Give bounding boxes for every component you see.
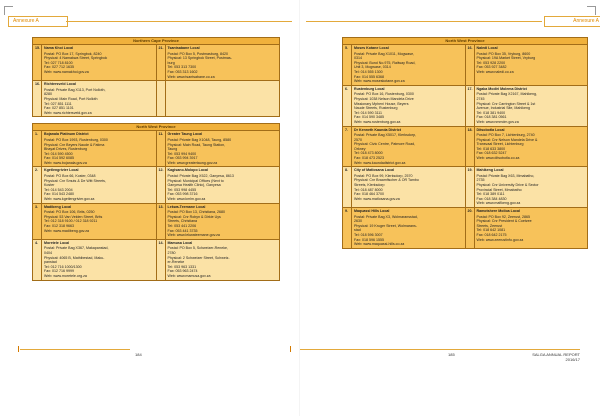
contact-line: Postal: PO Box 5, Postmasburg, 8420 (167, 51, 229, 56)
contact-line: Fax: 018 464 3700 (354, 192, 384, 197)
contact-line: Fax: 018 632 5247 (476, 151, 507, 156)
contact-line: Physical: Cnr Smuts & De Witt Streets, (44, 178, 106, 183)
contact-line: Physical: Cnr President & Coetzee (476, 219, 532, 224)
municipality-entry (474, 85, 588, 126)
municipality-entry (165, 45, 280, 81)
contact-line: Fax: 012 716 9999 (44, 269, 74, 274)
municipality-name: Dr Kenneth Kaunda District (354, 127, 401, 132)
municipality-entry (474, 45, 588, 86)
entry-number: 19. (465, 167, 474, 208)
contact-line: Tel: 018 487 8000 (354, 187, 383, 192)
contact-line: Web: www.nmmdm.gov.za (476, 119, 519, 124)
report-year: 2016/17 (565, 357, 580, 362)
contact-line: Fax: 053 994 3917 (167, 156, 198, 161)
spacer-cell (33, 117, 280, 124)
municipality-name: Ditsobotla Local (476, 127, 505, 132)
contact-line: Web: www.mafikeng.gov.za (476, 201, 521, 206)
contact-line: Web: www.kaundadistrict.gov.za (354, 160, 406, 165)
contact-line: Streets, Klerksdorp (354, 183, 385, 188)
municipality-name: Kagisano-Molopo Local (167, 168, 209, 173)
contact-line: Physical: Cnr University Drive & Sector (476, 183, 539, 188)
contact-line: Postal: Private Bag X367, Makapanstad, (44, 246, 109, 251)
contact-line: Fax: 053 313 1602 (167, 69, 198, 74)
municipality-entry (474, 167, 588, 208)
contact-line: Postal: PO Box 1993, Rustenburg, 0300 (44, 137, 108, 142)
province-header-row (33, 38, 280, 45)
contact-line: Postal: PO Box 66, Koster, 0348 (44, 174, 96, 179)
contact-line: Provincial Street, Mmabatho (476, 187, 522, 192)
contact-line: Postal: PO Box 16, Rustenburg, 0300 (354, 92, 414, 97)
municipality-entry (42, 81, 157, 117)
contact-line: Web: www.tsantsabane.co.za (167, 74, 215, 79)
municipality-entry (165, 203, 280, 239)
contact-line: Fax: 014 592 6085 (44, 156, 74, 161)
province-title: North West Province (343, 38, 588, 45)
entry-number: 18. (465, 126, 474, 167)
annexure-label: Annexure A (544, 16, 600, 27)
contact-line: Fax: 018 381 0561 (476, 115, 507, 120)
entry-number: 16. (465, 45, 474, 86)
contact-line: Web: www.kgetlengrivier.gov.za (44, 197, 95, 202)
municipality-name: Madibeng Local (44, 204, 72, 209)
municipality-name: Ngaka Modiri Molema District (476, 86, 527, 91)
report-title: SALGA ANNUAL REPORT (532, 352, 580, 357)
municipality-name: Nama Khoi Local (44, 46, 74, 50)
contact-line: Physical: Cnr Robyn & Dirkie Uys (167, 214, 221, 219)
contact-line: Web: www.namakhoi.gov.za (44, 69, 89, 74)
contact-line: Physical: Main Road, Taung Station, (167, 142, 226, 147)
entry-number: 21. (156, 45, 165, 81)
contact-line: Web: www.ditsobotla.co.za (476, 156, 520, 161)
contact-line: Fax: 018 642 2175 (476, 232, 507, 237)
contact-line: Fax: 018 384 4830 (476, 196, 507, 201)
entry-number: 20. (465, 208, 474, 249)
province-header-row (33, 124, 280, 131)
footer-rule (300, 349, 580, 350)
contact-line: Tel: 012 716 1000/1300 (44, 264, 82, 269)
municipality-name: Maquassi Hills Local (354, 209, 390, 213)
contact-line: Tel: 018 381 9400 (476, 110, 506, 115)
contact-line: Tel: 014 590 3111 (354, 110, 383, 115)
municipality-name: Moses Kotane Local (354, 46, 389, 50)
contact-line: Physical: Cnr Beyers Naude & Fatima (44, 142, 105, 147)
contact-line: Physical: 19 Kruger Street, Wolmarans- (354, 223, 418, 228)
entry-number: 11. (156, 131, 165, 167)
contact-line: Fax: 053 441 3735 (167, 228, 198, 233)
municipality-entry (352, 45, 466, 86)
entry-number: 12. (156, 167, 165, 203)
annexure-label: Annexure A (8, 16, 68, 27)
table-row (33, 81, 280, 117)
contact-line: Web: www.maquassi-hills.co.za (354, 242, 405, 247)
table-row (33, 239, 280, 280)
municipality-name: Richtersveld Local (44, 82, 76, 87)
contact-line: Tel: 053 441 2206 (167, 224, 197, 228)
municipality-entry (165, 167, 280, 203)
contact-line: 2745 (476, 96, 485, 101)
contact-line: Unit 3, Mogwase, 0314 (354, 65, 391, 70)
contact-line: Streets, Zeerust (476, 223, 503, 228)
contact-line: Fax: 012 318 9663 (44, 224, 74, 228)
contact-line: Postal: Private Bag X1048, Taung, 8580 (167, 137, 232, 142)
contact-line: Postal: PO Box 35, Vryburg, 8600 (476, 51, 531, 56)
contact-line: Tel: 053 963 1331 (167, 264, 197, 269)
contact-line: Physical: Cnr Nelson Mandela Drive & (476, 137, 538, 142)
contact-line: Tel: 053 994 9400 (167, 151, 197, 156)
contact-line: Orkney (354, 146, 366, 151)
crop-mark (4, 6, 13, 15)
municipality-name: Mamusa Local (167, 240, 193, 245)
municipality-entry (42, 167, 157, 203)
contact-line: 8280 (44, 92, 52, 97)
contact-line: Postal: Private Bag X113, Port Nolloth, (44, 87, 106, 92)
contact-line: Physical: Cnr Braamfischer & OR Tambo (354, 178, 419, 183)
contact-line: Tel: 027 718 8100 (44, 60, 73, 65)
municipality-entry (42, 45, 157, 81)
contact-line: Fax: 053 927 3482 (476, 65, 507, 70)
contact-line: Tel: 018 473 8000 (354, 151, 383, 156)
contact-line: Web: www.rustenburg.gov.za (354, 119, 401, 124)
municipality-table-left (32, 37, 280, 281)
municipality-table-right (342, 37, 588, 249)
contact-line: Physical: 4065 B, Mathibestad, Maku- (44, 255, 105, 260)
municipality-entry (474, 126, 588, 167)
contact-line: Postal: PO Box 92, Zeerust, 2865 (476, 214, 531, 219)
contact-line: Web: www.greatertaung.gov.za (167, 160, 218, 165)
entry-number: 3. (33, 203, 42, 239)
table-row (343, 208, 588, 249)
contact-line: Web: www.moseskotane.gov.za (354, 79, 405, 84)
contact-line: Physical: Civic Centre, Patmore Road, (354, 142, 416, 147)
entry-number: 13. (156, 203, 165, 239)
table-row (343, 126, 588, 167)
municipality-entry (42, 239, 157, 280)
municipality-entry (42, 131, 157, 167)
contact-line: Web: www.moretele.org.za (44, 273, 87, 278)
contact-line: Ganyesa Health Clinic), Ganyesa (167, 183, 221, 188)
municipality-name: Naledi Local (476, 46, 498, 50)
province-title: North West Province (33, 124, 280, 131)
entry-number: 7. (343, 126, 352, 167)
municipality-name: Moretele Local (44, 240, 70, 245)
municipality-name: Greater Taung Local (167, 132, 203, 137)
contact-line: Physical: 13 Springbok Street, Postmas- (167, 56, 232, 61)
contact-line: Tel: 053 313 7300 (167, 65, 197, 70)
municipality-entry (352, 208, 466, 249)
entry-number (156, 81, 165, 117)
footer-tick (18, 346, 19, 352)
contact-line: Tel: 053 998 4455 (167, 187, 197, 192)
contact-line: Tel: 018 633 3800 (476, 146, 506, 151)
contact-line: Tel: 014 590 4500 (44, 151, 73, 156)
entry-number: 14. (156, 239, 165, 280)
contact-line: Postal: PO Box 13, Christiana, 2680 (167, 210, 226, 215)
contact-line: panstad (44, 260, 57, 265)
contact-line: 2780 (167, 250, 176, 255)
footer-rule (20, 349, 130, 350)
contact-line: Tel: 018 642 1081 (476, 228, 506, 233)
contact-line: er-Reneke (167, 260, 185, 265)
contact-line: 2630 (354, 219, 362, 224)
contact-line: Postal: PO Box 106, Brits, 0250 (44, 210, 95, 215)
contact-line: Web: www.mamusa.gov.za (167, 273, 211, 278)
entry-number: 8. (343, 167, 352, 208)
contact-line: Postal: Private Bag X5017, Klerksdorp, (354, 133, 417, 138)
entry-number: 16. (33, 81, 42, 117)
contact-line: Koster (44, 183, 55, 188)
table-row (343, 167, 588, 208)
entry-number: 2. (33, 167, 42, 203)
contact-line: Tel: 027 851 1111 (44, 101, 72, 106)
contact-line: Web: www.bojanala.gov.za (44, 160, 87, 165)
municipality-entry (42, 203, 157, 239)
table-row (33, 167, 280, 203)
municipality-entry (352, 126, 466, 167)
contact-line: Physical: 1038 Nelson Mandela Drive (354, 96, 414, 101)
contact-line: Physical: Bund No.975, Railway Road, (354, 60, 416, 65)
municipality-name: Lekwa-Teemane Local (167, 204, 206, 209)
contact-line: Postal: Private Bag X522, Ganyesa, 8613 (167, 174, 234, 179)
contact-line: stad (354, 228, 361, 233)
contact-line: Transvaal Street, Lichtenburg (476, 142, 524, 147)
contact-line: Naude Streets, Rustenburg (354, 106, 398, 111)
contact-line: Streets, Christiana (167, 219, 198, 224)
contact-line: Web: www.madibeng.gov.za (44, 228, 90, 233)
page-number-right: 185 (448, 352, 455, 357)
contact-line: Fax: 014 590 3485 (354, 115, 384, 120)
contact-line: Postal: Private Bag X3, Wolmaransstad, (354, 214, 418, 219)
contact-line: Postal: PO Box 5, Schweizer-Reneke, (167, 246, 229, 251)
contact-line: Fax: 027 712 1635 (44, 65, 74, 70)
municipality-entry (352, 167, 466, 208)
contact-line: Postal: Private Bag X63, Mmabatho, (476, 173, 535, 178)
contact-line: 0404 (44, 250, 52, 255)
contact-line: Physical: Cnr Carrington Street & 1st (476, 101, 536, 106)
contact-line: Tel: 014 555 1300 (354, 69, 383, 74)
contact-line: Web: www.kmlm.gov.za (167, 197, 206, 202)
contact-line: Fax: 014 543 2480 (44, 192, 74, 197)
municipality-name: Tsantsabane Local (167, 46, 200, 50)
contact-line: Physical: 2 Schweizer Street, Schweiz- (167, 255, 230, 260)
contact-line: Tel: 014 543 2004 (44, 187, 73, 192)
contact-line: Web: www.naledi.co.za (476, 69, 514, 74)
contact-line: Postal: Private Bag X2167, Mahikeng, (476, 92, 538, 97)
table-row (343, 85, 588, 126)
contact-line: Physical: Main Road, Port Nolloth (44, 96, 98, 101)
table-row (343, 45, 588, 86)
header-rule (66, 21, 292, 22)
contact-line: Postal: Private Bag X1011, Mogwase, (354, 51, 415, 56)
contact-line: Physical: Municipal Offices (Next to (167, 178, 224, 183)
contact-line: 2570 (354, 137, 362, 142)
contact-line: Fax: 053 998 3716 (167, 192, 198, 197)
contact-line: Web: www.lekwateemane.gov.za (167, 233, 220, 238)
footer-tick (290, 346, 291, 352)
entry-number: 6. (343, 85, 352, 126)
table-row (33, 131, 280, 167)
contact-line: Physical: 19A Market Street, Vryburg (476, 56, 536, 61)
entry-number: 1. (33, 131, 42, 167)
municipality-entry (165, 81, 280, 117)
municipality-name: Kgetlengrivier Local (44, 168, 79, 173)
entry-number: 15. (33, 45, 42, 81)
contact-line: Fax: 018 596 1555 (354, 237, 384, 242)
contact-line: Physical: 53 Van Velden Street, Brits (44, 214, 103, 219)
contact-line: Tel: 018 596 3007 (354, 232, 383, 237)
municipality-entry (165, 131, 280, 167)
municipality-entry (474, 208, 588, 249)
contact-line: Web: www.matlosana.gov.za (354, 196, 400, 201)
contact-line: Fax: 053 963 2474 (167, 269, 198, 274)
municipality-entry (165, 239, 280, 280)
contact-line: burg (167, 60, 175, 65)
contact-line: Postal: PO Box 99, Klerksdorp, 2570 (354, 173, 413, 178)
contact-line: 0314 (354, 56, 362, 61)
municipality-name: Mahikeng Local (476, 168, 504, 173)
entry-number: 4. (33, 239, 42, 280)
contact-line: Physical: 4 Namakwa Street, Springbok (44, 56, 108, 61)
crop-mark (587, 6, 596, 15)
contact-line: Fax: 018 473 2523 (354, 156, 384, 161)
header-rule (306, 21, 542, 22)
contact-line: Tel: 053 928 2200 (476, 60, 506, 65)
contact-line: Bhayat Drives, Rustenburg (44, 147, 87, 152)
contact-line: Web: www.richtersveld.gov.za (44, 110, 92, 115)
municipality-name: Rustenburg Local (354, 86, 385, 91)
footer-gap (150, 349, 270, 350)
municipality-entry (352, 85, 466, 126)
municipality-name: Bojanala Platinum District (44, 132, 89, 137)
province-header-row (343, 38, 588, 45)
province-title: Northern Cape Province (33, 38, 280, 45)
contact-line: Tel: 012 318 9100 / 012 318 9211 (44, 219, 98, 224)
table-row (33, 203, 280, 239)
contact-line: Tel: 018 389 0111 (476, 192, 505, 197)
entry-number: 17. (465, 85, 474, 126)
contact-line: Fax: 014 555 6368 (354, 74, 384, 79)
municipality-name: Ramotshere Moiloa Local (476, 209, 521, 213)
page-number-left: 184 (135, 352, 142, 357)
contact-line: Taung (167, 147, 178, 152)
contact-line: 2735 (476, 178, 485, 183)
contact-line: Missionary Mpheni House, Beyers (354, 101, 409, 106)
contact-line: Fax: 027 851 1101 (44, 106, 74, 111)
municipality-name: City of Matlosana Local (354, 168, 395, 173)
table-row (33, 45, 280, 81)
contact-line: Web: www.zeerustinfo.gov.za (476, 237, 524, 242)
contact-line: Postal: PO Box 7, Lichtenburg, 2740 (476, 133, 535, 138)
contact-line: Postal: PO Box 17, Springbok, 8240 (44, 51, 102, 56)
contact-line: Avenue, Industrial Site, Mahikeng (476, 106, 530, 111)
entry-number: 5. (343, 45, 352, 86)
report-footer (520, 352, 580, 362)
section-spacer (33, 117, 280, 124)
entry-number: 9. (343, 208, 352, 249)
